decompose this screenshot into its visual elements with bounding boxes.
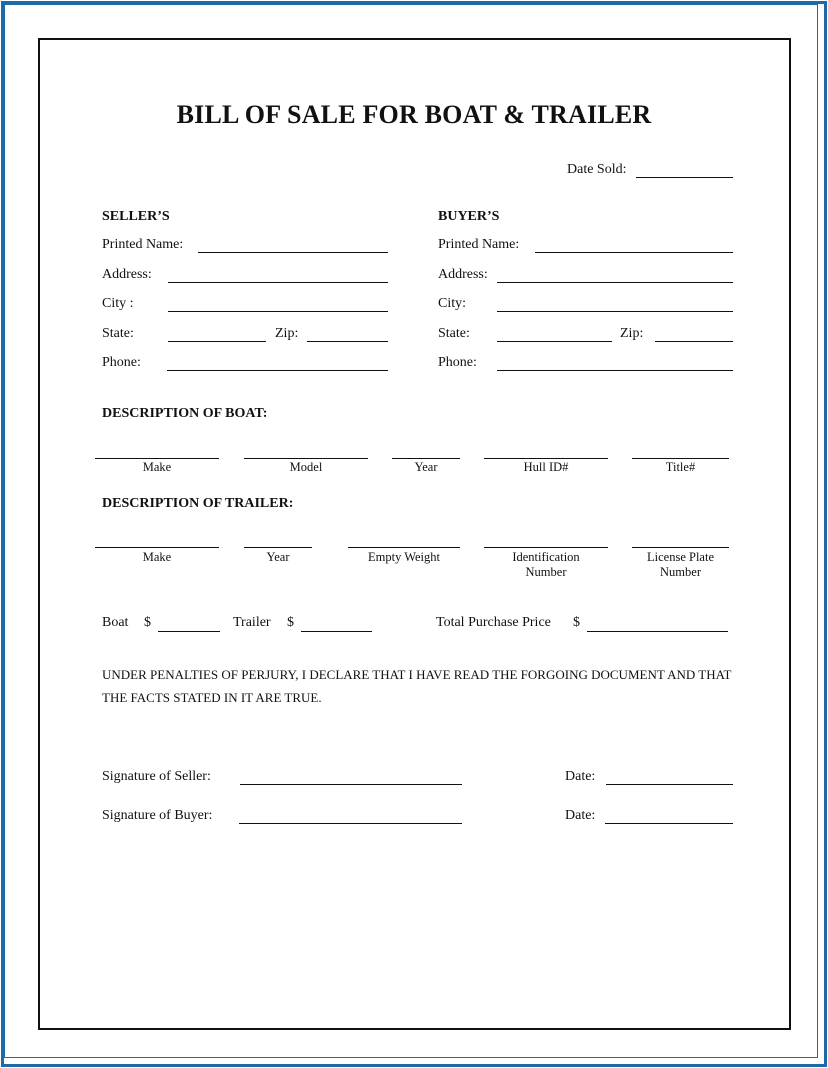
boat-description-heading: DESCRIPTION OF BOAT:	[102, 406, 268, 421]
buyer-signature-field[interactable]	[239, 823, 462, 824]
trailer-description-heading: DESCRIPTION OF TRAILER:	[102, 496, 294, 511]
buyer-date-field[interactable]	[605, 823, 733, 824]
boat-price-field[interactable]	[158, 631, 220, 632]
seller-signature-label: Signature of Seller:	[102, 769, 211, 784]
buyer-phone-field[interactable]	[497, 370, 733, 371]
seller-zip-field[interactable]	[307, 341, 388, 342]
buyer-signature-label: Signature of Buyer:	[102, 808, 213, 823]
seller-signature-field[interactable]	[240, 784, 462, 785]
trailer-price-field[interactable]	[301, 631, 372, 632]
seller-printed-name-field[interactable]	[198, 252, 388, 253]
seller-zip-label: Zip:	[275, 326, 299, 341]
trailer-price-label: Trailer	[233, 615, 271, 630]
boat-model-caption: Model	[289, 460, 323, 474]
seller-state-label: State:	[102, 326, 134, 341]
trailer-identification-number-field[interactable]	[484, 547, 608, 548]
boat-price-label: Boat	[102, 615, 129, 630]
buyer-zip-field[interactable]	[655, 341, 733, 342]
buyer-state-field[interactable]	[497, 341, 612, 342]
date-sold-label: Date Sold:	[567, 162, 627, 177]
trailer-license-plate-number-caption: License Plate Number	[647, 550, 714, 579]
trailer-year-field[interactable]	[244, 547, 312, 548]
boat-price-currency: $	[144, 615, 151, 630]
buyer-address-label: Address:	[438, 267, 488, 282]
boat-make-field[interactable]	[95, 458, 219, 459]
boat-year-field[interactable]	[392, 458, 460, 459]
trailer-price-currency: $	[287, 615, 294, 630]
buyer-address-field[interactable]	[497, 282, 733, 283]
seller-phone-field[interactable]	[167, 370, 388, 371]
seller-phone-label: Phone:	[102, 355, 141, 370]
buyer-heading: BUYER’S	[438, 209, 500, 224]
trailer-year-caption: Year	[266, 550, 290, 564]
buyer-printed-name-label: Printed Name:	[438, 237, 520, 252]
seller-address-label: Address:	[102, 267, 152, 282]
buyer-state-label: State:	[438, 326, 470, 341]
seller-printed-name-label: Printed Name:	[102, 237, 184, 252]
boat-year-caption: Year	[414, 460, 438, 474]
page-border	[38, 38, 791, 1030]
boat-title-number-caption: Title#	[665, 460, 696, 474]
trailer-make-caption: Make	[142, 550, 172, 564]
boat-title-number-field[interactable]	[632, 458, 729, 459]
seller-address-field[interactable]	[168, 282, 388, 283]
seller-date-field[interactable]	[606, 784, 733, 785]
trailer-empty-weight-field[interactable]	[348, 547, 460, 548]
buyer-city-label: City:	[438, 296, 467, 311]
trailer-empty-weight-caption: Empty Weight	[367, 550, 441, 564]
boat-hull-id-field[interactable]	[484, 458, 608, 459]
buyer-date-label: Date:	[565, 808, 596, 823]
buyer-zip-label: Zip:	[620, 326, 644, 341]
seller-city-field[interactable]	[168, 311, 388, 312]
date-sold-field[interactable]	[636, 177, 733, 178]
seller-heading: SELLER’S	[102, 209, 170, 224]
page-title: BILL OF SALE FOR BOAT & TRAILER	[176, 100, 652, 129]
trailer-license-plate-number-field[interactable]	[632, 547, 729, 548]
total-purchase-price-currency: $	[573, 615, 580, 630]
boat-hull-id-caption: Hull ID#	[523, 460, 569, 474]
perjury-declaration: UNDER PENALTIES OF PERJURY, I DECLARE THAT I HAVE READ THE FORGOING DOCUMENT AND THAT THE FACTS STATED IN IT ARE TRUE.	[102, 667, 732, 705]
seller-city-label: City :	[102, 296, 134, 311]
buyer-printed-name-field[interactable]	[535, 252, 733, 253]
trailer-make-field[interactable]	[95, 547, 219, 548]
seller-state-field[interactable]	[168, 341, 266, 342]
buyer-phone-label: Phone:	[438, 355, 477, 370]
total-purchase-price-label: Total Purchase Price	[436, 615, 551, 630]
seller-date-label: Date:	[565, 769, 596, 784]
total-purchase-price-field[interactable]	[587, 631, 728, 632]
buyer-city-field[interactable]	[497, 311, 733, 312]
boat-model-field[interactable]	[244, 458, 368, 459]
boat-make-caption: Make	[142, 460, 172, 474]
trailer-identification-number-caption: Identification Number	[512, 550, 580, 579]
